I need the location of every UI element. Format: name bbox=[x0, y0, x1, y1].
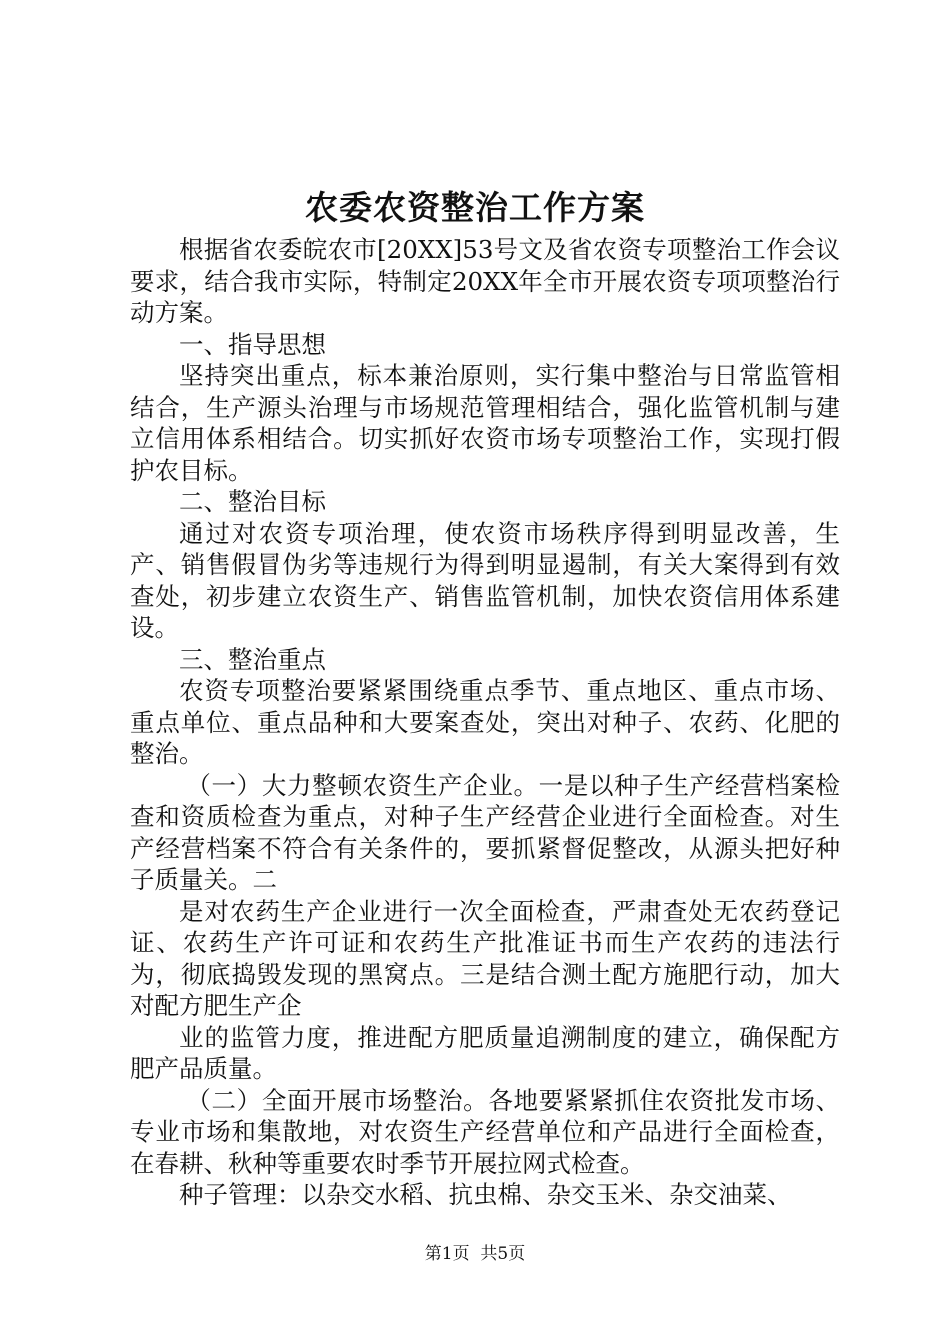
document-title: 农委农资整治工作方案 bbox=[305, 188, 645, 227]
paragraph-intro: 根据省农委皖农市[20XX]53号文及省农资专项整治工作会议要求，结合我市实际，特制定20XX年全市开展农资专项项整治行动方案。 bbox=[130, 235, 840, 327]
paragraph-key-points: 农资专项整治要紧紧围绕重点季节、重点地区、重点市场、重点单位、重点品种和大要案查处，突出对种子、农药、化肥的整治。 bbox=[130, 676, 840, 768]
paragraph-guiding-ideology: 坚持突出重点，标本兼治原则，实行集中整治与日常监管相结合，生产源头治理与市场规范管理相结合，强化监管机制与建立信用体系相结合。切实抓好农资市场专项整治工作，实现打假护农目标。 bbox=[130, 361, 840, 485]
paragraph-goals: 通过对农资专项治理，使农资市场秩序得到明显改善，生产、销售假冒伪劣等违规行为得到明显遏制，有关大案得到有效查处，初步建立农资生产、销售监管机制，加快农资信用体系建设。 bbox=[130, 518, 840, 642]
section-heading-guiding-ideology: 一、指导思想 bbox=[179, 329, 326, 359]
page-footer bbox=[0, 1242, 950, 1266]
section-heading-key-points: 三、整治重点 bbox=[179, 644, 326, 674]
paragraph-pesticide-enterprises: 是对农药生产企业进行一次全面检查，严肃查处无农药登记证、农药生产许可证和农药生产批准证书而生产农药的违法行为，彻底捣毁发现的黑窝点。三是结合测土配方施肥行动，加大对配方肥生产企 bbox=[130, 896, 840, 1020]
page-number: 第1页 共5页 bbox=[424, 1244, 526, 1264]
document-body bbox=[130, 234, 840, 1211]
paragraph-seed-management: 种子管理：以杂交水稻、抗虫棉、杂交玉米、杂交油菜、 bbox=[179, 1180, 792, 1209]
section-heading-goals: 二、整治目标 bbox=[179, 487, 326, 516]
paragraph-fertilizer-supervision: 业的监管力度，推进配方肥质量追溯制度的建立，确保配方肥产品质量。 bbox=[130, 1022, 840, 1083]
paragraph-production-enterprises: （一）大力整顿农资生产企业。一是以种子生产经营档案检查和资质检查为重点，对种子生产经营企业进行全面检查。对生产经营档案不符合有关条件的，要抓紧督促整改，从源头把好种子质量关。二 bbox=[130, 770, 840, 894]
paragraph-market-rectification: （二）全面开展市场整治。各地要紧紧抓住农资批发市场、专业市场和集散地，对农资生产经营单位和产品进行全面检查，在春耕、秋种等重要农时季节开展拉网式检查。 bbox=[130, 1085, 840, 1178]
